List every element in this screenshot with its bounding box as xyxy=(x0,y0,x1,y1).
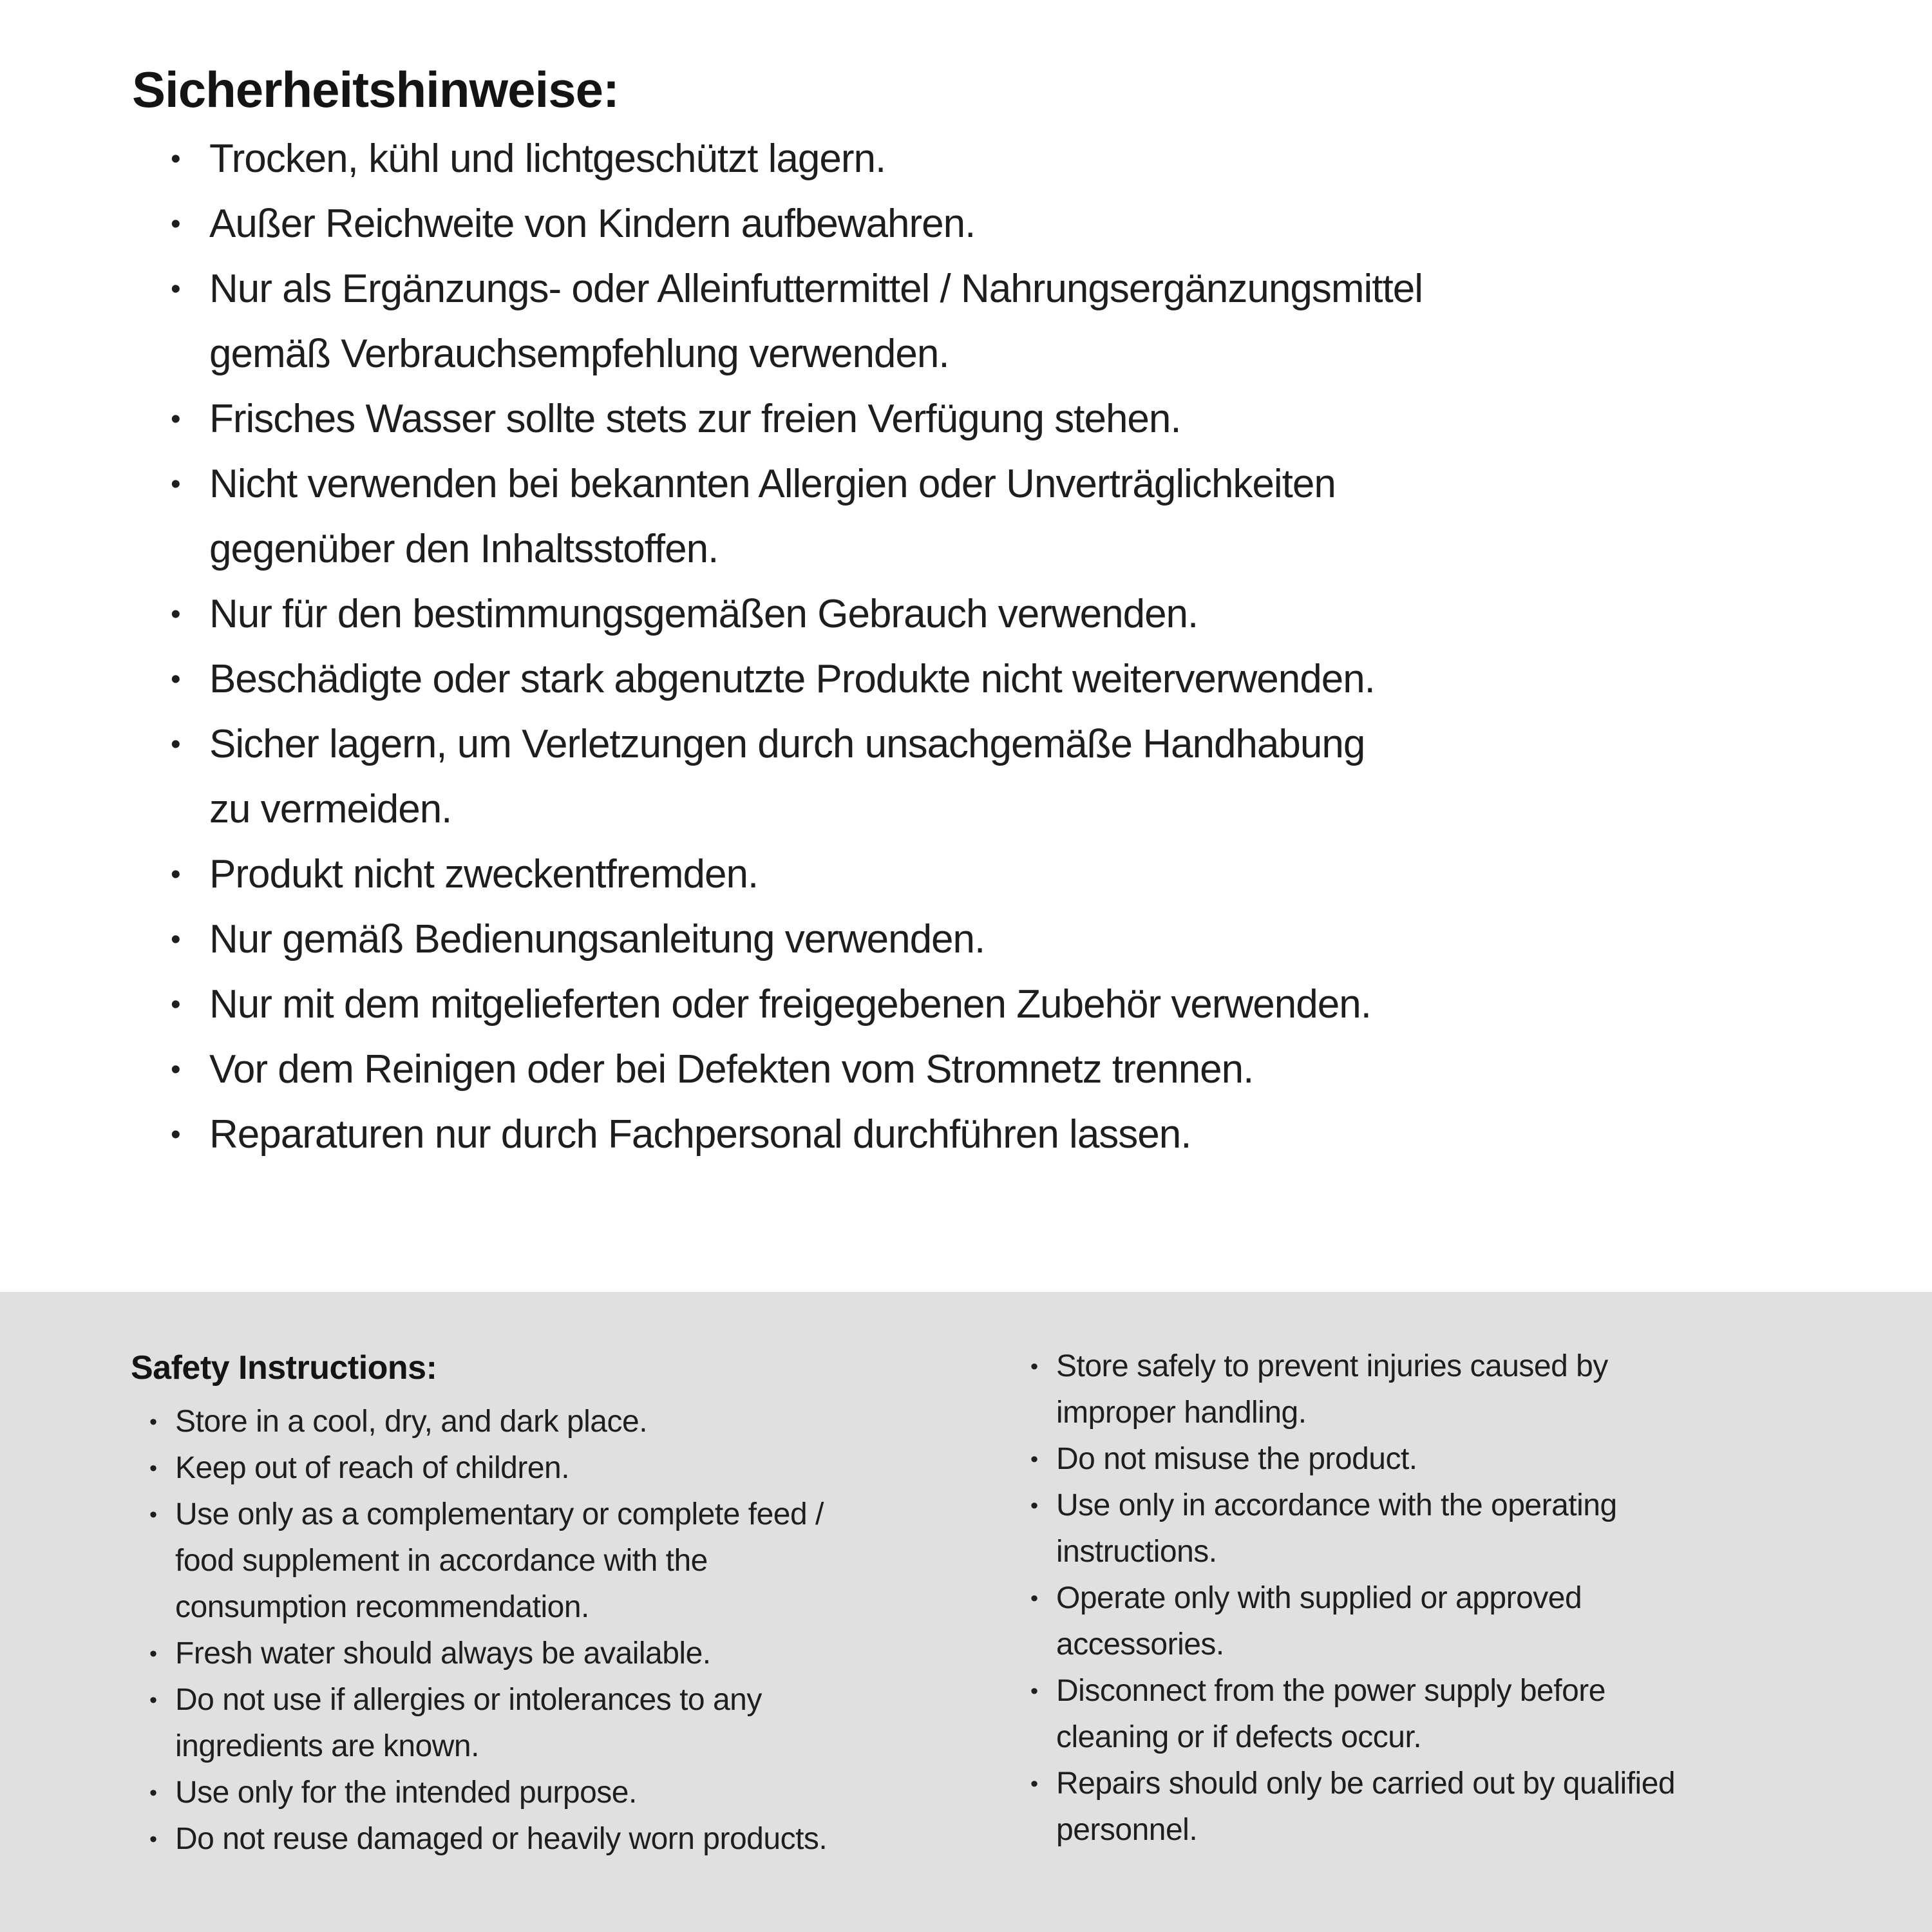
list-item-text: Store in a cool, dry, and dark place. xyxy=(175,1405,648,1439)
bullet-icon: • xyxy=(171,208,180,240)
list-item-text: Do not use if allergies or intolerances to any ingredients are known. xyxy=(175,1683,762,1763)
list-item-text: Do not misuse the product. xyxy=(1056,1442,1417,1476)
list-item xyxy=(171,972,1871,1037)
list-item-text: Operate only with supplied or approved accessories. xyxy=(1056,1581,1582,1662)
bullet-icon: • xyxy=(171,923,180,955)
list-item xyxy=(171,386,1871,451)
list-item-text: Sicher lagern, um Verletzungen durch unsachgemäße Handhabung zu vermeiden. xyxy=(209,722,1365,831)
list-item-text: Use only in accordance with the operating instructions. xyxy=(1056,1488,1617,1569)
bullet-icon: • xyxy=(171,989,180,1020)
german-section-title: Sicherheitshinweise: xyxy=(132,61,619,118)
list-item xyxy=(1030,1575,1880,1668)
list-item xyxy=(171,1102,1871,1167)
list-item xyxy=(171,191,1871,256)
bullet-icon: • xyxy=(171,1119,180,1150)
bullet-icon: • xyxy=(1030,1493,1038,1518)
bullet-icon: • xyxy=(149,1688,157,1712)
bullet-icon: • xyxy=(149,1502,157,1527)
list-item xyxy=(1030,1668,1880,1761)
bullet-icon: • xyxy=(171,1054,180,1085)
list-item-text: Store safely to prevent injuries caused by improper handling. xyxy=(1056,1349,1608,1430)
bullet-icon: • xyxy=(149,1410,157,1434)
list-item xyxy=(171,647,1871,712)
bullet-icon: • xyxy=(171,728,180,760)
bullet-icon: • xyxy=(149,1642,157,1666)
list-item-text: Keep out of reach of children. xyxy=(175,1451,570,1485)
list-item-text: Außer Reichweite von Kindern aufbewahren. xyxy=(209,202,976,246)
list-item xyxy=(1030,1343,1880,1436)
list-item-text: Do not reuse damaged or heavily worn products. xyxy=(175,1822,828,1856)
list-item xyxy=(149,1770,1019,1816)
list-item-text: Fresh water should always be available. xyxy=(175,1636,711,1671)
english-section-title: Safety Instructions: xyxy=(131,1349,437,1387)
list-item xyxy=(1030,1482,1880,1575)
bullet-icon: • xyxy=(149,1827,157,1852)
list-item-text: Trocken, kühl und lichtgeschützt lagern. xyxy=(209,137,886,181)
list-item-text: Use only for the intended purpose. xyxy=(175,1776,637,1810)
list-item xyxy=(1030,1436,1880,1482)
list-item-text: Nur für den bestimmungsgemäßen Gebrauch verwenden. xyxy=(209,592,1198,636)
list-item xyxy=(149,1399,1019,1445)
bullet-icon: • xyxy=(1030,1772,1038,1796)
bullet-icon: • xyxy=(171,858,180,890)
list-item-text: Nur mit dem mitgelieferten oder freigegebenen Zubehör verwenden. xyxy=(209,982,1371,1027)
list-item-text: Repairs should only be carried out by qualified personnel. xyxy=(1056,1766,1676,1847)
list-item xyxy=(171,256,1871,386)
bullet-icon: • xyxy=(171,598,180,630)
list-item-text: Beschädigte oder stark abgenutzte Produkte nicht weiterverwenden. xyxy=(209,657,1375,701)
list-item xyxy=(149,1816,1019,1862)
bullet-icon: • xyxy=(171,468,180,500)
list-item xyxy=(149,1631,1019,1677)
bullet-icon: • xyxy=(171,273,180,305)
bullet-icon: • xyxy=(171,143,180,175)
list-item xyxy=(1030,1761,1880,1853)
list-item xyxy=(171,1037,1871,1102)
list-item-text: Vor dem Reinigen oder bei Defekten vom Stromnetz trennen. xyxy=(209,1047,1254,1092)
bullet-icon: • xyxy=(149,1456,157,1481)
list-item xyxy=(171,842,1871,907)
german-instructions-list xyxy=(171,126,1871,1167)
bullet-icon: • xyxy=(149,1781,157,1805)
list-item xyxy=(171,126,1871,191)
english-instructions-left-column xyxy=(149,1399,1019,1862)
list-item xyxy=(149,1445,1019,1492)
list-item-text: Use only as a complementary or complete feed / food supplement in accordance with the consumption recommendation. xyxy=(175,1497,824,1624)
bullet-icon: • xyxy=(1030,1679,1038,1703)
list-item xyxy=(171,712,1871,842)
list-item-text: Reparaturen nur durch Fachpersonal durchführen lassen. xyxy=(209,1112,1191,1157)
bullet-icon: • xyxy=(1030,1586,1038,1611)
english-instructions-right-column xyxy=(1030,1343,1880,1853)
list-item-text: Produkt nicht zweckentfremden. xyxy=(209,852,759,896)
list-item xyxy=(149,1677,1019,1770)
list-item xyxy=(171,582,1871,647)
bullet-icon: • xyxy=(1030,1447,1038,1472)
list-item xyxy=(149,1492,1019,1631)
list-item-text: Nur gemäß Bedienungsanleitung verwenden. xyxy=(209,917,985,961)
list-item xyxy=(171,907,1871,972)
bullet-icon: • xyxy=(171,403,180,435)
list-item-text: Frisches Wasser sollte stets zur freien Verfügung stehen. xyxy=(209,397,1181,441)
list-item xyxy=(171,451,1871,582)
bullet-icon: • xyxy=(1030,1354,1038,1379)
bullet-icon: • xyxy=(171,663,180,695)
list-item-text: Nicht verwenden bei bekannten Allergien oder Unverträglichkeiten gegenüber den Inhaltsstoffen. xyxy=(209,462,1336,571)
list-item-text: Disconnect from the power supply before cleaning or if defects occur. xyxy=(1056,1674,1605,1754)
list-item-text: Nur als Ergänzungs- oder Alleinfuttermittel / Nahrungsergänzungsmittel gemäß Verbrauchsempfehlung verwenden. xyxy=(209,267,1423,376)
